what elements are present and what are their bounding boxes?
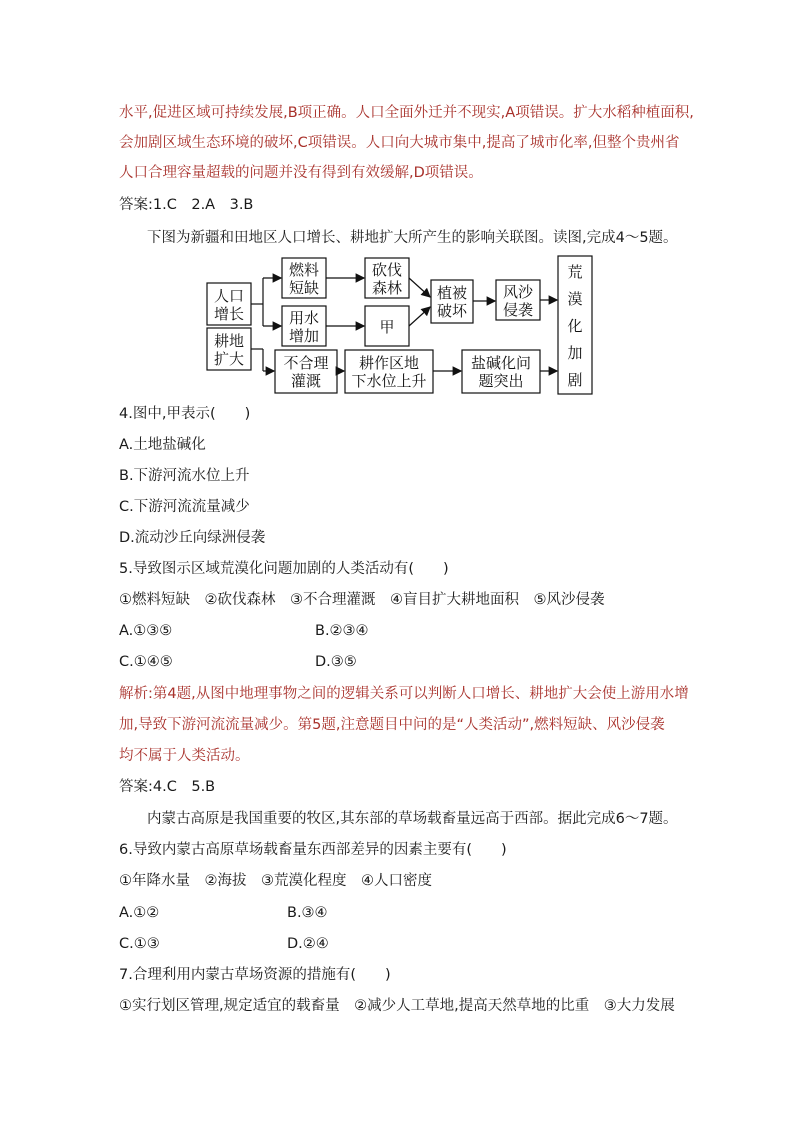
label-irrigation: 灌溉 [290, 372, 322, 390]
label-population: 增长 [213, 305, 245, 323]
question-intro: 内蒙古高原是我国重要的牧区,其东部的草场载畜量远高于西部。据此完成6～7题。 [147, 811, 678, 827]
question-stem: 6.导致内蒙古高原草场载畜量东西部差异的因素主要有( ) [119, 842, 507, 858]
option-a: A.土地盐碱化 [119, 437, 206, 453]
explanation-line: 水平,促进区域可持续发展,B项正确。人口全面外迁并不现实,A项错误。扩大水稻种植面积, [119, 105, 694, 121]
label-deforestation: 森林 [371, 279, 403, 297]
option-c: C.下游河流流量减少 [119, 499, 250, 515]
question-intro: 下图为新疆和田地区人口增长、耕地扩大所产生的影响关联图。读图,完成4～5题。 [147, 230, 678, 246]
option-b: B.③④ [287, 905, 328, 921]
label-deforestation: 砍伐 [371, 261, 403, 279]
question-stem: 7.合理利用内蒙古草场资源的措施有( ) [119, 967, 391, 983]
option-d: D.②④ [287, 936, 329, 952]
label-groundwater: 下水位上升 [351, 372, 427, 390]
explanation-line: 均不属于人类活动。 [119, 748, 250, 764]
label-population: 人口 [213, 287, 245, 305]
label-desertification: 化 [567, 317, 583, 335]
explanation-line: 人口合理容量超载的问题并没有得到有效缓解,D项错误。 [119, 165, 483, 181]
label-desertification: 漠 [567, 290, 583, 308]
question-stem: 4.图中,甲表示( ) [119, 406, 251, 422]
label-water: 用水 [288, 309, 320, 327]
label-water: 增加 [288, 327, 320, 345]
label-farmland: 扩大 [213, 350, 245, 368]
option-a: A.①③⑤ [119, 623, 173, 639]
explanation-line: 加,导致下游河流流量减少。第5题,注意题目中问的是“人类活动”,燃料短缺、风沙侵袭 [119, 717, 665, 733]
label-desertification: 剧 [567, 371, 583, 389]
option-d: D.③⑤ [315, 654, 357, 670]
relationship-diagram [205, 253, 595, 398]
label-farmland: 耕地 [213, 332, 245, 350]
question-items: ①年降水量 ②海拔 ③荒漠化程度 ④人口密度 [119, 873, 432, 889]
option-c: C.①③ [119, 936, 160, 952]
explanation-line: 会加剧区域生态环境的破坏,C项错误。人口向大城市集中,提高了城市化率,但整个贵州省 [119, 135, 680, 151]
answer-line: 答案:4.C 5.B [119, 779, 216, 795]
label-sand: 风沙 [502, 283, 534, 301]
label-jia: 甲 [379, 318, 395, 336]
label-sand: 侵袭 [502, 301, 534, 319]
option-d: D.流动沙丘向绿洲侵袭 [119, 530, 266, 546]
label-fuel: 短缺 [288, 279, 320, 297]
option-b: B.下游河流水位上升 [119, 468, 250, 484]
explanation-line: 解析:第4题,从图中地理事物之间的逻辑关系可以判断人口增长、耕地扩大会使上游用水增 [119, 686, 689, 702]
label-desertification: 荒 [567, 263, 583, 281]
label-vegetation: 破坏 [436, 302, 468, 320]
question-items: ①实行划区管理,规定适宜的载畜量 ②减少人工草地,提高天然草地的比重 ③大力发展 [119, 998, 675, 1014]
label-groundwater: 耕作区地 [358, 354, 420, 372]
label-salinization: 题突出 [478, 372, 524, 390]
label-vegetation: 植被 [436, 284, 468, 302]
answer-line: 答案:1.C 2.A 3.B [119, 197, 254, 213]
label-irrigation: 不合理 [283, 354, 329, 372]
option-b: B.②③④ [315, 623, 369, 639]
option-c: C.①④⑤ [119, 654, 173, 670]
question-items: ①燃料短缺 ②砍伐森林 ③不合理灌溉 ④盲目扩大耕地面积 ⑤风沙侵袭 [119, 592, 605, 608]
label-desertification: 加 [567, 344, 583, 362]
label-salinization: 盐碱化问 [470, 354, 532, 372]
label-fuel: 燃料 [288, 261, 320, 279]
option-a: A.①② [119, 905, 160, 921]
question-stem: 5.导致图示区域荒漠化问题加剧的人类活动有( ) [119, 561, 449, 577]
